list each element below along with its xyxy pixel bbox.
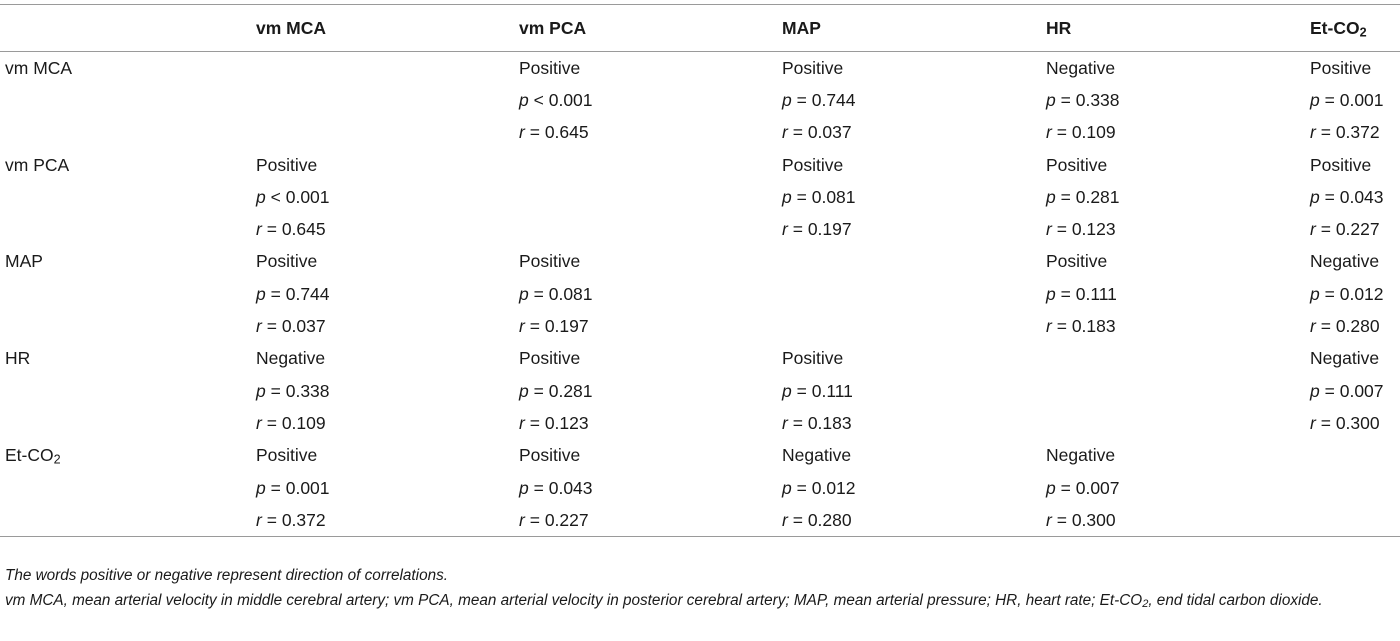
- p-symbol: p: [256, 283, 266, 304]
- p-value: 0.081: [811, 186, 856, 207]
- r-relation: =: [529, 509, 540, 530]
- table-cell: [519, 84, 782, 116]
- table-row: [0, 181, 1400, 213]
- r-relation: =: [1320, 316, 1331, 337]
- table-row: [0, 246, 1400, 278]
- row-label: [0, 310, 256, 342]
- p-symbol: p: [256, 477, 266, 498]
- table-cell: [256, 149, 519, 181]
- row-label: [0, 504, 256, 537]
- table-cell: [1046, 504, 1310, 537]
- p-relation: =: [1060, 477, 1071, 498]
- correlation-direction: Positive: [1046, 251, 1108, 272]
- table-cell: [782, 246, 1046, 278]
- p-symbol: p: [1046, 186, 1056, 207]
- column-header-subscript: 2: [1359, 25, 1367, 40]
- table-cell: [519, 149, 782, 181]
- table-cell: [519, 246, 782, 278]
- p-value: 0.007: [1075, 477, 1120, 498]
- r-symbol: r: [1310, 219, 1316, 240]
- column-header: [0, 5, 256, 52]
- column-header-text: MAP: [782, 17, 821, 38]
- table-cell: [256, 84, 519, 116]
- table-cell: [782, 52, 1046, 85]
- table-cell: [519, 278, 782, 310]
- r-relation: =: [792, 122, 803, 143]
- correlation-direction: Positive: [256, 251, 318, 272]
- p-relation: =: [1060, 186, 1071, 207]
- row-label: [0, 149, 256, 181]
- row-label-text: MAP: [5, 251, 43, 272]
- r-relation: =: [792, 219, 803, 240]
- p-relation: =: [533, 380, 544, 401]
- table-row: [0, 343, 1400, 375]
- r-symbol: r: [519, 122, 525, 143]
- p-value: 0.001: [1339, 89, 1384, 110]
- table-cell: [519, 440, 782, 472]
- table-cell: [1310, 84, 1400, 116]
- table-cell: [782, 117, 1046, 149]
- p-relation: =: [1324, 380, 1335, 401]
- r-symbol: r: [519, 412, 525, 433]
- p-relation: =: [796, 186, 807, 207]
- table-cell: [1310, 472, 1400, 504]
- table-cell: [256, 181, 519, 213]
- p-symbol: p: [519, 477, 529, 498]
- r-value: 0.300: [1071, 509, 1116, 530]
- table-cell: [519, 504, 782, 537]
- r-symbol: r: [782, 219, 788, 240]
- column-header-text: Et-CO: [1310, 17, 1360, 38]
- row-label: [0, 407, 256, 439]
- r-value: 0.109: [281, 412, 326, 433]
- table-cell: [1046, 278, 1310, 310]
- p-symbol: p: [519, 380, 529, 401]
- r-relation: =: [1056, 509, 1067, 530]
- table-cell: [1310, 149, 1400, 181]
- table-cell: [256, 440, 519, 472]
- p-relation: =: [533, 283, 544, 304]
- table-cell: [519, 117, 782, 149]
- p-value: 0.111: [1075, 283, 1117, 304]
- table-row: [0, 440, 1400, 472]
- table-cell: [1046, 117, 1310, 149]
- p-symbol: p: [1046, 477, 1056, 498]
- p-relation: =: [1324, 283, 1335, 304]
- r-symbol: r: [782, 412, 788, 433]
- r-symbol: r: [519, 509, 525, 530]
- p-relation: =: [1060, 89, 1071, 110]
- p-symbol: p: [519, 89, 529, 110]
- column-header-text: vm PCA: [519, 17, 587, 38]
- p-value: 0.111: [811, 380, 853, 401]
- r-value: 0.280: [1335, 316, 1380, 337]
- table-cell: [1046, 84, 1310, 116]
- p-value: 0.281: [1075, 186, 1120, 207]
- r-value: 0.037: [807, 122, 852, 143]
- table-row: [0, 84, 1400, 116]
- r-relation: =: [266, 316, 277, 337]
- table-cell: [782, 149, 1046, 181]
- correlation-direction: Positive: [782, 154, 844, 175]
- p-value: 0.744: [285, 283, 330, 304]
- row-label: [0, 440, 256, 472]
- table-cell: [1310, 52, 1400, 85]
- table-cell: [1310, 375, 1400, 407]
- column-header-text: vm MCA: [256, 17, 327, 38]
- p-relation: =: [796, 89, 807, 110]
- p-value: 0.338: [285, 380, 330, 401]
- table-row: [0, 472, 1400, 504]
- r-relation: =: [266, 509, 277, 530]
- correlation-direction: Negative: [1046, 57, 1116, 78]
- correlation-direction: Negative: [1046, 445, 1116, 466]
- table-row: [0, 504, 1400, 537]
- p-symbol: p: [1046, 89, 1056, 110]
- r-symbol: r: [256, 316, 262, 337]
- p-value: 0.744: [811, 89, 856, 110]
- correlation-direction: Negative: [256, 348, 326, 369]
- r-symbol: r: [519, 316, 525, 337]
- correlation-direction: Positive: [256, 154, 318, 175]
- table-cell: [519, 343, 782, 375]
- table-row: [0, 278, 1400, 310]
- p-relation: <: [270, 186, 281, 207]
- table-cell: [1046, 310, 1310, 342]
- table-cell: [256, 246, 519, 278]
- p-value: 0.007: [1339, 380, 1384, 401]
- p-symbol: p: [1310, 186, 1320, 207]
- row-label: [0, 375, 256, 407]
- table-row: [0, 149, 1400, 181]
- p-value: 0.012: [811, 477, 856, 498]
- r-relation: =: [529, 412, 540, 433]
- table-cell: [1046, 440, 1310, 472]
- table-cell: [256, 278, 519, 310]
- table-cell: [782, 213, 1046, 245]
- footnote-direction: The words positive or negative represent direction of correlations.: [5, 567, 448, 584]
- p-symbol: p: [1046, 283, 1056, 304]
- r-symbol: r: [1310, 122, 1316, 143]
- row-label: [0, 84, 256, 116]
- table-cell: [1310, 213, 1400, 245]
- table-cell: [1310, 504, 1400, 537]
- table-cell: [1310, 407, 1400, 439]
- r-relation: =: [529, 316, 540, 337]
- p-symbol: p: [256, 380, 266, 401]
- r-relation: =: [266, 219, 277, 240]
- table-row: [0, 213, 1400, 245]
- column-header: [1046, 5, 1310, 52]
- column-header: [1310, 5, 1400, 52]
- table-row: [0, 407, 1400, 439]
- table-cell: [256, 407, 519, 439]
- table-cell: [256, 310, 519, 342]
- p-relation: =: [533, 477, 544, 498]
- footnote-subscript: 2: [1142, 598, 1149, 611]
- r-value: 0.372: [281, 509, 326, 530]
- table-cell: [1046, 407, 1310, 439]
- r-relation: =: [1320, 122, 1331, 143]
- row-label-text: HR: [5, 348, 31, 369]
- p-symbol: p: [782, 477, 792, 498]
- table-cell: [1310, 181, 1400, 213]
- table-cell: [1046, 375, 1310, 407]
- table-footnotes: [5, 563, 1395, 613]
- r-symbol: r: [1310, 412, 1316, 433]
- p-relation: =: [1324, 186, 1335, 207]
- row-label-subscript: 2: [53, 452, 61, 467]
- table-row: [0, 310, 1400, 342]
- row-label-text: vm MCA: [5, 57, 73, 78]
- r-value: 0.197: [807, 219, 852, 240]
- r-symbol: r: [1046, 316, 1052, 337]
- table-cell: [782, 343, 1046, 375]
- p-symbol: p: [1310, 283, 1320, 304]
- correlation-direction: Positive: [519, 445, 581, 466]
- p-relation: =: [796, 380, 807, 401]
- row-label: [0, 343, 256, 375]
- row-label: [0, 213, 256, 245]
- r-relation: =: [1320, 412, 1331, 433]
- table-cell: [519, 375, 782, 407]
- table-cell: [1046, 246, 1310, 278]
- row-label: [0, 52, 256, 85]
- p-symbol: p: [1310, 380, 1320, 401]
- table-cell: [782, 278, 1046, 310]
- r-value: 0.123: [544, 412, 589, 433]
- r-relation: =: [1320, 219, 1331, 240]
- p-value: 0.001: [285, 186, 330, 207]
- table-row: [0, 375, 1400, 407]
- table-cell: [782, 407, 1046, 439]
- table-cell: [256, 375, 519, 407]
- r-value: 0.109: [1071, 122, 1116, 143]
- p-value: 0.012: [1339, 283, 1384, 304]
- r-relation: =: [266, 412, 277, 433]
- p-relation: =: [1060, 283, 1071, 304]
- column-header-text: HR: [1046, 17, 1072, 38]
- header-row: [0, 5, 1400, 52]
- correlation-direction: Positive: [1310, 154, 1372, 175]
- r-value: 0.123: [1071, 219, 1116, 240]
- r-relation: =: [529, 122, 540, 143]
- p-value: 0.043: [548, 477, 593, 498]
- p-symbol: p: [782, 89, 792, 110]
- r-value: 0.280: [807, 509, 852, 530]
- p-relation: =: [270, 283, 281, 304]
- p-symbol: p: [1310, 89, 1320, 110]
- r-relation: =: [1056, 122, 1067, 143]
- table-header: [0, 5, 1400, 52]
- table-cell: [1046, 472, 1310, 504]
- table-row: [0, 52, 1400, 85]
- r-symbol: r: [256, 219, 262, 240]
- row-label-text: Et-CO: [5, 445, 54, 466]
- table-cell: [1046, 149, 1310, 181]
- p-value: 0.338: [1075, 89, 1120, 110]
- correlation-direction: Positive: [1310, 57, 1372, 78]
- p-value: 0.043: [1339, 186, 1384, 207]
- r-relation: =: [792, 412, 803, 433]
- r-value: 0.645: [281, 219, 326, 240]
- table-cell: [782, 84, 1046, 116]
- r-symbol: r: [782, 122, 788, 143]
- correlation-direction: Negative: [782, 445, 852, 466]
- r-relation: =: [792, 509, 803, 530]
- correlation-direction: Positive: [782, 57, 844, 78]
- correlation-direction: Positive: [782, 348, 844, 369]
- table-cell: [256, 52, 519, 85]
- table-body: [0, 52, 1400, 537]
- table-cell: [256, 117, 519, 149]
- r-value: 0.227: [544, 509, 589, 530]
- p-value: 0.081: [548, 283, 593, 304]
- table-cell: [1046, 52, 1310, 85]
- table-cell: [256, 472, 519, 504]
- correlation-direction: Positive: [1046, 154, 1108, 175]
- r-symbol: r: [1310, 316, 1316, 337]
- p-relation: <: [533, 89, 544, 110]
- table-cell: [519, 310, 782, 342]
- correlation-direction: Negative: [1310, 251, 1380, 272]
- table-cell: [1310, 440, 1400, 472]
- table-cell: [519, 213, 782, 245]
- p-value: 0.001: [548, 89, 593, 110]
- table-cell: [1046, 343, 1310, 375]
- r-value: 0.372: [1335, 122, 1380, 143]
- p-symbol: p: [782, 380, 792, 401]
- row-label: [0, 181, 256, 213]
- correlation-direction: Positive: [519, 251, 581, 272]
- r-symbol: r: [782, 509, 788, 530]
- table-cell: [1046, 181, 1310, 213]
- row-label: [0, 246, 256, 278]
- p-symbol: p: [256, 186, 266, 207]
- row-label: [0, 278, 256, 310]
- table-cell: [782, 504, 1046, 537]
- row-label-text: vm PCA: [5, 154, 70, 175]
- correlation-table: [0, 4, 1400, 537]
- p-symbol: p: [519, 283, 529, 304]
- r-value: 0.645: [544, 122, 589, 143]
- column-header: [256, 5, 519, 52]
- r-symbol: r: [256, 509, 262, 530]
- table-cell: [1310, 310, 1400, 342]
- table-cell: [256, 343, 519, 375]
- column-header: [782, 5, 1046, 52]
- p-value: 0.281: [548, 380, 593, 401]
- table-cell: [256, 213, 519, 245]
- footnote-abbreviations: [5, 588, 1395, 613]
- table-cell: [1310, 343, 1400, 375]
- footnote-abbreviations-end: , end tidal carbon dioxide.: [1148, 592, 1323, 609]
- table-cell: [782, 472, 1046, 504]
- table-cell: [519, 472, 782, 504]
- column-header: [519, 5, 782, 52]
- table-cell: [1310, 246, 1400, 278]
- table-cell: [519, 52, 782, 85]
- table-cell: [519, 407, 782, 439]
- table-cell: [782, 440, 1046, 472]
- table-cell: [1046, 213, 1310, 245]
- r-value: 0.183: [1071, 316, 1116, 337]
- r-symbol: r: [1046, 122, 1052, 143]
- p-relation: =: [270, 380, 281, 401]
- table-cell: [782, 375, 1046, 407]
- r-relation: =: [1056, 219, 1067, 240]
- r-value: 0.227: [1335, 219, 1380, 240]
- p-symbol: p: [782, 186, 792, 207]
- correlation-direction: Positive: [519, 348, 581, 369]
- table-cell: [782, 310, 1046, 342]
- table-cell: [782, 181, 1046, 213]
- r-symbol: r: [1046, 509, 1052, 530]
- p-relation: =: [270, 477, 281, 498]
- footnote-abbreviations-text: vm MCA, mean arterial velocity in middle cerebral artery; vm PCA, mean arterial velocity in posterior cerebral artery; MAP, mean arterial pressure; HR, heart rate; Et-CO: [5, 592, 1143, 609]
- correlation-direction: Positive: [256, 445, 318, 466]
- r-value: 0.037: [281, 316, 326, 337]
- table-cell: [1310, 278, 1400, 310]
- p-relation: =: [1324, 89, 1335, 110]
- r-value: 0.300: [1335, 412, 1380, 433]
- table-cell: [519, 181, 782, 213]
- r-value: 0.197: [544, 316, 589, 337]
- table-cell: [256, 504, 519, 537]
- correlation-direction: Negative: [1310, 348, 1380, 369]
- r-value: 0.183: [807, 412, 852, 433]
- r-symbol: r: [256, 412, 262, 433]
- table-cell: [1310, 117, 1400, 149]
- p-value: 0.001: [285, 477, 330, 498]
- table-row: [0, 117, 1400, 149]
- row-label: [0, 472, 256, 504]
- p-relation: =: [796, 477, 807, 498]
- row-label: [0, 117, 256, 149]
- r-symbol: r: [1046, 219, 1052, 240]
- r-relation: =: [1056, 316, 1067, 337]
- correlation-direction: Positive: [519, 57, 581, 78]
